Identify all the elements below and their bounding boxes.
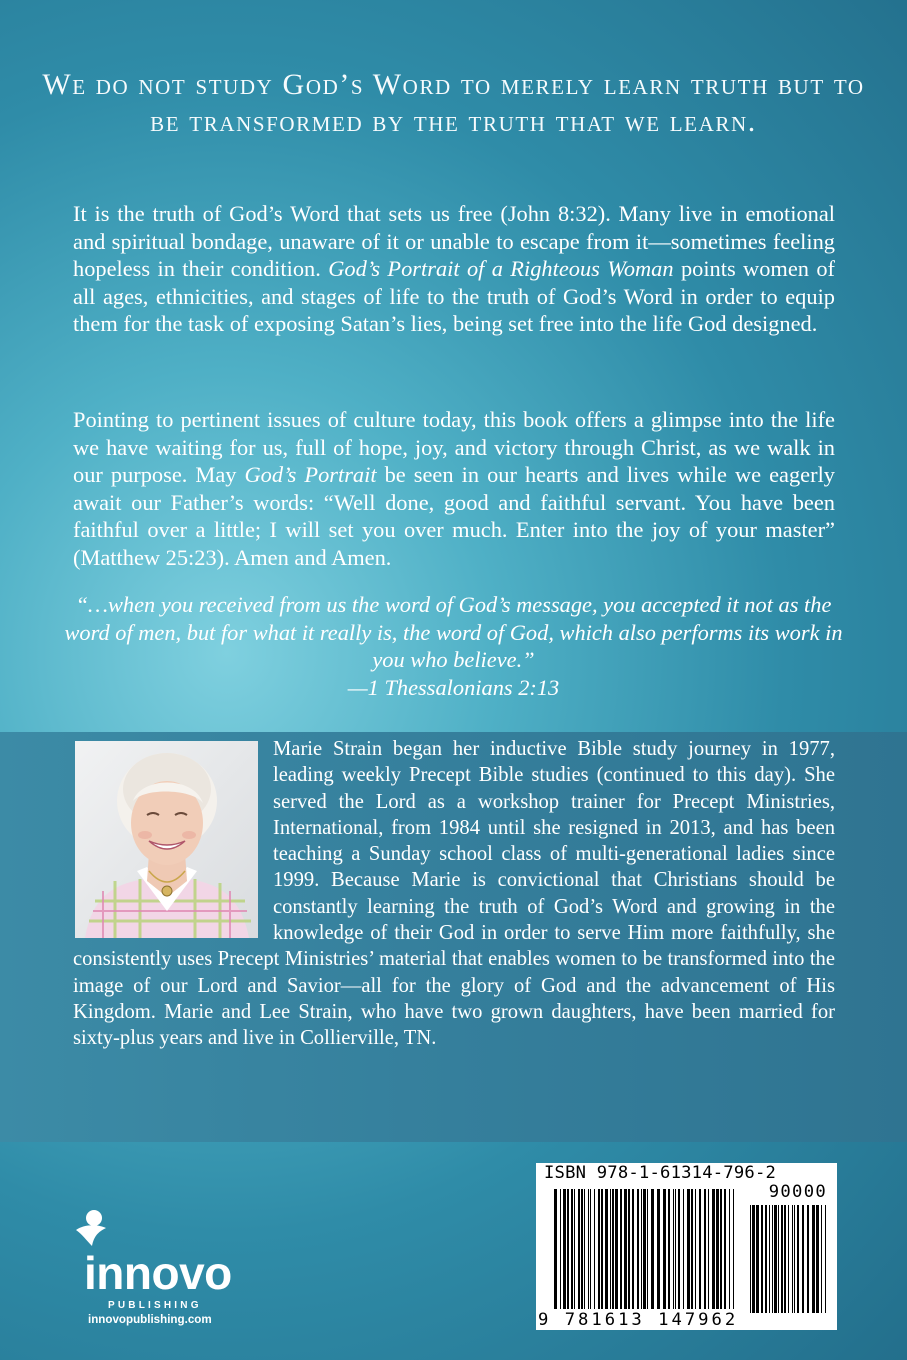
barcode-bar [750, 1205, 751, 1313]
barcode-bar [584, 1189, 585, 1309]
barcode-bar [563, 1189, 566, 1309]
barcode-bar [637, 1189, 639, 1309]
publisher-name: innovo [84, 1247, 232, 1299]
scripture-quote [60, 591, 847, 701]
barcode-bar [704, 1189, 706, 1309]
barcode-bar [678, 1189, 680, 1309]
barcode-bar [605, 1189, 608, 1309]
barcode-bars [536, 1163, 837, 1330]
barcode-bar [632, 1189, 634, 1309]
barcode-bar [643, 1189, 646, 1309]
barcode-bar [812, 1205, 815, 1313]
barcode-bar [673, 1189, 674, 1309]
barcode-bar [724, 1189, 726, 1309]
barcode-bar [769, 1205, 770, 1313]
barcode-bar [657, 1189, 660, 1309]
barcode-bar [765, 1205, 767, 1313]
barcode-bar [601, 1189, 603, 1309]
barcode-bar [794, 1205, 795, 1313]
barcode-bar [628, 1189, 630, 1309]
barcode-bar [610, 1189, 611, 1309]
barcode-bar [663, 1189, 666, 1309]
barcode-bar [720, 1189, 722, 1309]
barcode-bar [647, 1189, 648, 1309]
paragraph-text: be seen in our hearts and lives while we eagerly await our Father’s words: “Well done, good and faithful servant. You have been faithful over a little; I will set you over much. Enter into the joy of your master” (Matthew 25:23). Amen and Amen. [73, 462, 835, 570]
barcode [536, 1163, 837, 1330]
publisher-logo [72, 1202, 272, 1326]
barcode-bar [588, 1189, 589, 1309]
barcode-bar [594, 1189, 595, 1309]
barcode-bar [578, 1189, 580, 1309]
barcode-bar [560, 1189, 561, 1309]
headline: We do not study God’s Word to merely learn truth but to be transformed by the truth that we learn. [42, 68, 865, 138]
publisher-tagline: PUBLISHING [108, 1300, 202, 1311]
barcode-bar [574, 1189, 575, 1309]
price-addon: 90000 [768, 1182, 827, 1202]
barcode-bar [668, 1189, 670, 1309]
book-title-short: God’s Portrait [244, 462, 377, 488]
barcode-bar [691, 1189, 693, 1309]
paragraph-text: Pointing to pertinent issues of culture today, this book offers a glimpse into the life we have waiting for us, full of hope, joy, and victory through Christ, as we walk in our purpose. May [73, 407, 835, 488]
barcode-bar [729, 1189, 730, 1309]
quote-text: “…when you received from us the word of God’s message, you accepted it not as the word of men, but for what it really is, the word of God, which also performs its work in you who believe.” [64, 592, 843, 673]
barcode-bar [683, 1189, 684, 1309]
barcode-bar [778, 1205, 779, 1313]
barcode-bar [590, 1189, 591, 1309]
barcode-bar [797, 1205, 799, 1313]
paragraph-text: It is the truth of God’s Word that sets us free (John 8:32). Many live in emotional and spiritual bondage, unaware of it or unable to escape from it—sometimes feeling hopeless in their condition. [73, 201, 835, 282]
barcode-bar [756, 1205, 759, 1313]
barcode-bar [792, 1205, 793, 1313]
book-title: God’s Portrait of a Righteous Woman [328, 256, 674, 282]
barcode-bar [687, 1189, 690, 1309]
barcode-bar [716, 1189, 719, 1309]
barcode-bar [620, 1189, 622, 1309]
barcode-bar [708, 1189, 709, 1309]
barcode-digits: 9 781613 147962 [538, 1310, 739, 1330]
barcode-bar [695, 1189, 696, 1309]
description-paragraph-1 [73, 200, 835, 338]
barcode-bar [615, 1189, 618, 1309]
barcode-bar [772, 1205, 773, 1313]
barcode-bar [816, 1205, 819, 1313]
barcode-bar [781, 1205, 783, 1313]
barcode-bar [598, 1189, 600, 1309]
barcode-bar [675, 1189, 676, 1309]
barcode-bar [733, 1189, 734, 1309]
barcode-bar [554, 1189, 557, 1309]
barcode-bar [571, 1189, 573, 1309]
barcode-bar [699, 1189, 701, 1309]
barcode-bar [581, 1189, 583, 1309]
barcode-bar [761, 1205, 763, 1313]
barcode-bar [821, 1205, 822, 1313]
quote-reference: —1 Thessalonians 2:13 [347, 674, 560, 700]
barcode-bar [807, 1205, 809, 1313]
author-bio [73, 736, 835, 1052]
isbn-label: ISBN 978-1-61314-796-2 [544, 1163, 777, 1183]
barcode-bar [651, 1189, 654, 1309]
barcode-bar [612, 1189, 614, 1309]
author-bio-text: Marie Strain began her inductive Bible study journey in 1977, leading weekly Precept Bible studies (continued to this day). She served the Lord as a workshop trainer for Precept Ministries, International, from 1984 until she resigned in 2013, and has been teaching a Sunday school class of multi-generational ladies since 1999. Because Marie is convictional that Christians should be constantly learning the truth of God’s Word and growing in the knowledge of their God in order to serve Him more faithfully, she consistently uses Precept Ministries’ material that enables women to be transformed into the image of our Lord and Savior—all for the glory of God and the advancement of His Kingdom. Marie and Lee Strain, who have two grown daughters, have been married for sixty-plus years and live in Collierville, TN. [73, 738, 835, 1050]
description-paragraph-2 [73, 406, 835, 572]
publisher-url: innovopublishing.com [88, 1313, 212, 1326]
barcode-bar [774, 1205, 777, 1313]
paragraph-text: points women of all ages, ethnicities, and stages of life to the truth of God’s Word in order to equip them for the task of exposing Satan’s lies, being set free into the life God designed. [73, 256, 835, 337]
barcode-bar [712, 1189, 715, 1309]
barcode-bar [802, 1205, 804, 1313]
barcode-bar [825, 1205, 826, 1313]
barcode-bar [788, 1205, 789, 1313]
barcode-bar [567, 1189, 569, 1309]
barcode-bar [752, 1205, 755, 1313]
barcode-bar [624, 1189, 627, 1309]
barcode-bar [784, 1205, 786, 1313]
barcode-bar [641, 1189, 642, 1309]
